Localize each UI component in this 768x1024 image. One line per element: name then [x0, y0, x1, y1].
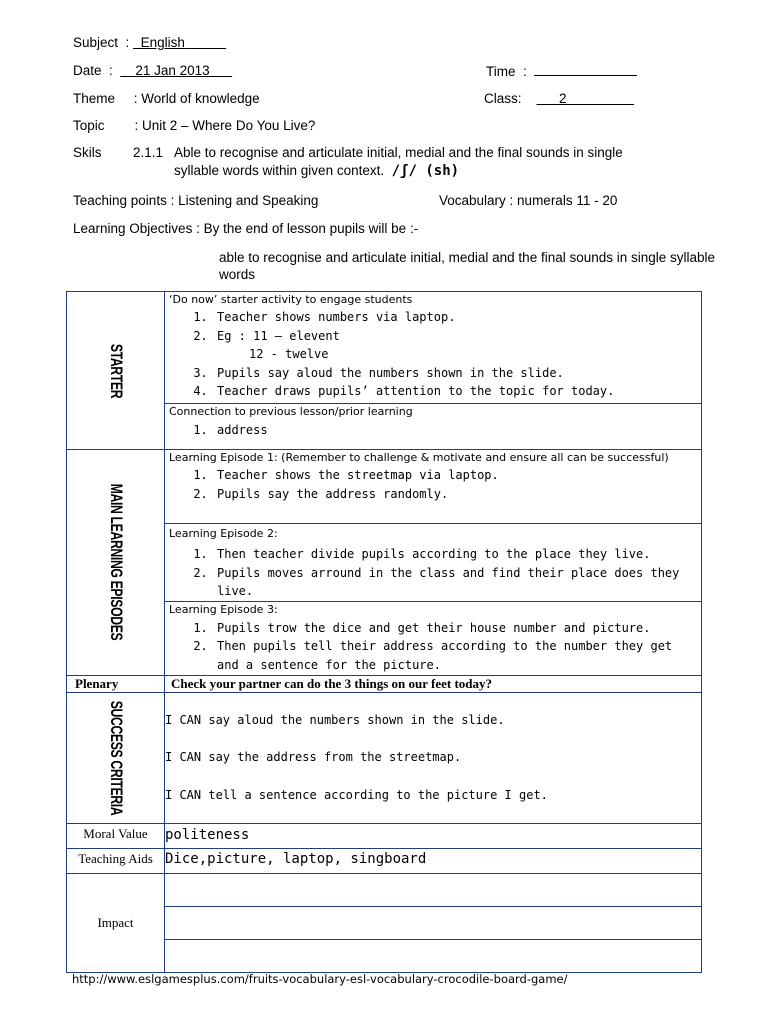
episode1-row: [67, 450, 702, 524]
connection-caption: Connection to previous lesson/prior learning: [169, 405, 413, 418]
aids-label: Teaching Aids: [67, 848, 165, 873]
subject-label: Subject: [73, 35, 119, 50]
class-row: [484, 91, 634, 106]
impact-cell-1: [165, 873, 702, 906]
success-criterion: I CAN say the address from the streetmap.: [165, 749, 462, 764]
class-value: 2: [559, 91, 567, 106]
starter-list-cont: [165, 364, 701, 401]
starter-side-cell: [67, 292, 165, 450]
episode3-caption: Learning Episode 3:: [169, 602, 278, 616]
episode1-cell: [165, 450, 702, 524]
impact-cell-3: [165, 939, 702, 972]
list-item: 2. Pupils say the address randomly.: [215, 485, 695, 504]
list-item: 1. Teacher shows numbers via laptop.: [215, 308, 695, 327]
episode2-cell: [165, 524, 702, 602]
list-item: 2. Then pupils tell their address according to the number they get and a sentence for the picture.: [215, 637, 695, 674]
list-item: 1. Then teacher divide pupils according to the place they live.: [215, 545, 695, 564]
lesson-plan-table: [66, 291, 702, 973]
episode3-list: [165, 619, 701, 675]
skills-phoneme: /ʃ/ (sh): [391, 163, 460, 179]
date-label: Date: [73, 63, 102, 78]
skills-text-line2: syllable words within given context. /ʃ/ (sh): [174, 163, 460, 179]
topic-label: Topic: [73, 118, 105, 133]
teaching-points: Teaching points : Listening and Speaking: [73, 193, 319, 208]
date-row: Date : 21 Jan 2013: [73, 63, 232, 78]
plenary-text: Check your partner can do the 3 things on our feet today?: [165, 675, 702, 692]
success-cell: [165, 692, 702, 823]
success-side-cell: [67, 692, 165, 823]
list-item: 2. Pupils moves arround in the class and find their place does they live.: [215, 564, 695, 601]
subject-value: English: [140, 35, 185, 50]
starter-row: [67, 292, 702, 404]
topic-value: Unit 2 – Where Do You Live?: [142, 118, 316, 133]
episode1-caption: Learning Episode 1: (Remember to challenge & motivate and ensure all can be successful): [169, 451, 669, 464]
subject-row: Subject : English: [73, 35, 226, 50]
list-item: 1. address: [215, 421, 695, 440]
starter-cell: [165, 292, 702, 404]
impact-row: [67, 873, 702, 906]
class-label: Class:: [484, 91, 522, 106]
success-criterion: I CAN say aloud the numbers shown in the slide.: [165, 712, 505, 727]
list-item: 1. Teacher shows the streetmap via laptop.: [215, 466, 695, 485]
impact-cell-2: [165, 906, 702, 939]
plenary-row: [67, 675, 702, 692]
time-value-blank: [534, 63, 637, 76]
time-row: Time :: [486, 63, 637, 79]
skills-code: 2.1.1: [133, 145, 164, 160]
plenary-label: Plenary: [67, 675, 165, 692]
main-side-label: MAIN LEARNING EPISODES: [106, 483, 126, 641]
list-item: 1. Pupils trow the dice and get their house number and picture.: [215, 619, 695, 638]
date-value: 21 Jan 2013: [135, 63, 210, 78]
time-label: Time: [486, 64, 516, 79]
episode2-caption: Learning Episode 2:: [169, 527, 278, 540]
starter-side-label: STARTER: [106, 343, 126, 398]
topic-row: Topic : Unit 2 – Where Do You Live?: [73, 118, 316, 133]
connection-list: [165, 421, 701, 440]
theme-label: Theme: [73, 91, 116, 106]
starter-sub-item: 12 - twelve: [249, 347, 329, 361]
episode2-list: [165, 545, 701, 601]
theme-value: World of knowledge: [141, 91, 260, 106]
objectives-intro: Learning Objectives : By the end of lesson pupils will be :-: [73, 221, 419, 236]
starter-list: [165, 308, 701, 345]
impact-label: Impact: [67, 873, 165, 972]
starter-caption: ‘Do now’ starter activity to engage students: [169, 293, 413, 306]
vocabulary: Vocabulary : numerals 11 - 20: [439, 193, 618, 208]
success-criterion: I CAN tell a sentence according to the picture I get.: [165, 787, 548, 802]
moral-value: politeness: [165, 823, 702, 848]
success-side-label: SUCCESS CRITERIA: [106, 700, 126, 815]
moral-row: [67, 823, 702, 848]
aids-row: [67, 848, 702, 873]
episode1-list: [165, 466, 701, 503]
list-item: 4. Teacher draws pupils’ attention to the topic for today.: [215, 382, 695, 401]
main-side-cell: [67, 450, 165, 676]
skills-label: Skils: [73, 145, 102, 160]
skills-text-line1: Able to recognise and articulate initial, medial and the final sounds in single: [174, 145, 623, 160]
objectives-text: able to recognise and articulate initial, medial and the final sounds in single syllable words: [219, 250, 716, 282]
list-item: 2. Eg : 11 – elevent: [215, 327, 695, 346]
episode3-cell: [165, 601, 702, 675]
theme-row: Theme : World of knowledge: [73, 91, 260, 106]
list-item: 3. Pupils say aloud the numbers shown in the slide.: [215, 364, 695, 383]
connection-cell: [165, 404, 702, 450]
aids-value: Dice,picture, laptop, singboard: [165, 848, 702, 873]
success-row: [67, 692, 702, 823]
footer-url[interactable]: http://www.eslgamesplus.com/fruits-vocabulary-esl-vocabulary-crocodile-board-game/: [72, 972, 568, 986]
moral-label: Moral Value: [67, 823, 165, 848]
